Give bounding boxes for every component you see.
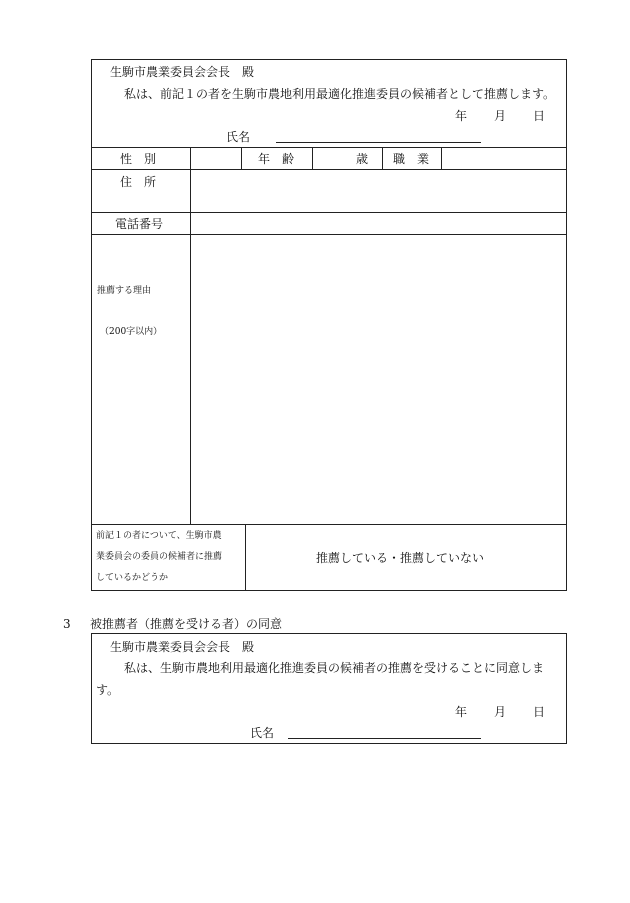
gender-label: 性 別 — [120, 152, 157, 166]
recommend-options[interactable]: 推薦している・推薦していない — [316, 551, 485, 565]
consent-date-day: 日 — [533, 705, 546, 719]
recommender-name-line[interactable] — [276, 142, 481, 143]
age-label: 年 齢 — [258, 152, 295, 166]
divider — [245, 524, 246, 590]
occupation-label: 職 業 — [393, 152, 430, 166]
divider — [241, 147, 242, 169]
recommendation-date-day: 日 — [533, 109, 546, 123]
consent-addressee: 生駒市農業委員会会長 殿 — [110, 640, 255, 654]
recommendation-statement: 私は、前記１の者を生駒市農地利用最適化推進委員の候補者として推薦します。 — [124, 87, 556, 101]
recommendation-addressee: 生駒市農業委員会会長 殿 — [110, 65, 255, 79]
divider — [441, 147, 442, 169]
gender-field[interactable] — [192, 149, 240, 168]
age-unit: 歳 — [356, 152, 369, 166]
divider — [382, 147, 383, 169]
recommend-question-line1: 前記１の者について、生駒市農 — [96, 531, 222, 541]
divider — [190, 147, 191, 524]
consent-name-label: 氏名 — [250, 726, 275, 740]
divider — [91, 212, 567, 213]
reason-label: 推薦する理由 — [97, 286, 152, 296]
section-number: 3 — [63, 617, 71, 631]
divider — [91, 234, 567, 235]
divider — [91, 169, 567, 170]
divider — [312, 147, 313, 169]
consent-statement-line2: す。 — [96, 683, 120, 697]
recommendation-date-month: 月 — [494, 109, 507, 123]
consent-date-month: 月 — [494, 705, 507, 719]
reason-limit: （200字以内） — [100, 327, 163, 337]
divider — [91, 524, 567, 525]
consent-name-line[interactable] — [288, 738, 481, 739]
recommender-name-label: 氏名 — [226, 130, 251, 144]
recommend-question-line3: しているかどうか — [96, 573, 169, 583]
phone-label: 電話番号 — [115, 217, 164, 231]
section-title: 被推薦者（推薦を受ける者）の同意 — [90, 617, 283, 631]
consent-statement-line1: 私は、生駒市農地利用最適化推進委員の候補者の推薦を受けることに同意しま — [124, 661, 545, 675]
recommend-question-line2: 業委員会の委員の候補者に推薦 — [96, 552, 223, 562]
reason-field[interactable] — [192, 236, 565, 523]
phone-input-area[interactable] — [192, 214, 565, 233]
address-label: 住 所 — [120, 175, 157, 189]
address-field[interactable] — [192, 171, 565, 211]
age-field[interactable] — [314, 149, 354, 168]
recommendation-date-year: 年 — [455, 109, 468, 123]
consent-date-year: 年 — [455, 705, 468, 719]
occupation-field[interactable] — [443, 149, 565, 168]
